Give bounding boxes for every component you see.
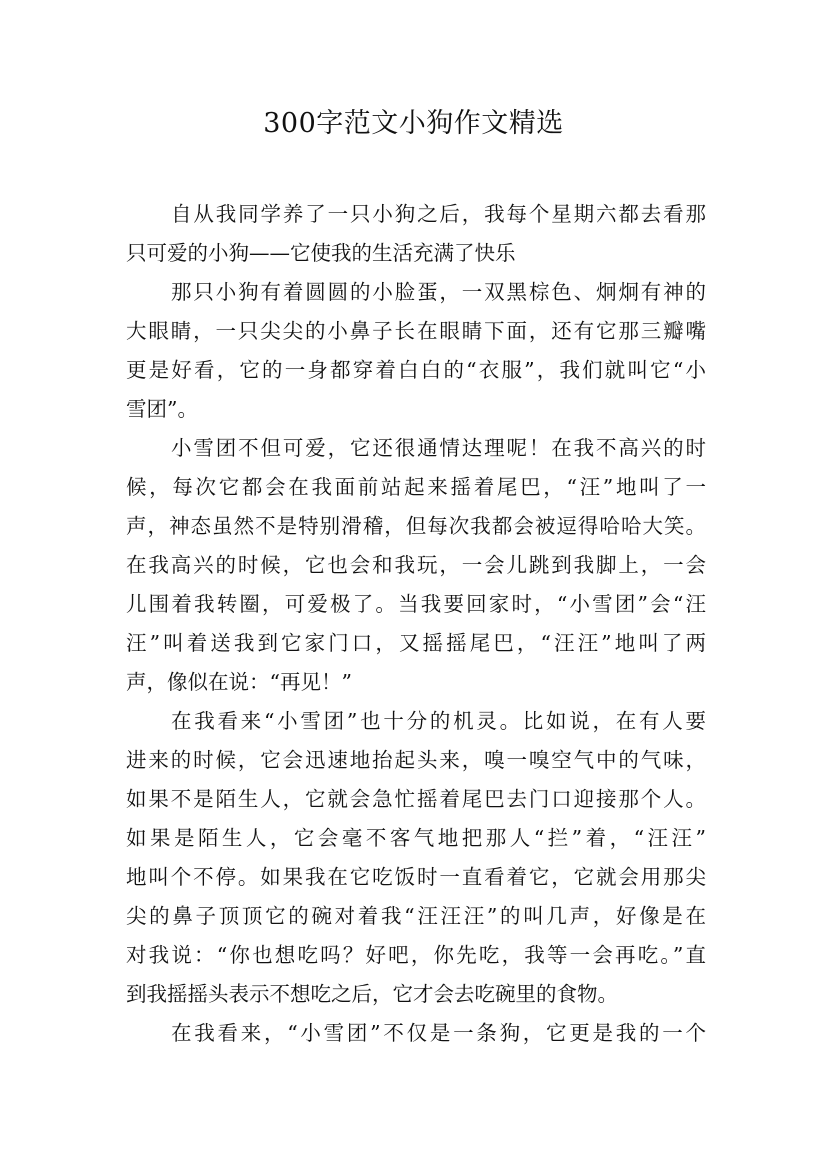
paragraph-line: 声，神态虽然不是特别滑稽，但每次我都会被逗得哈哈大笑。 — [126, 514, 706, 538]
paragraph-line: 在我看来，“小雪团”不仅是一条狗，它更是我的一个 — [171, 1021, 706, 1045]
paragraph-line: 声，像似在说：“再见！” — [126, 670, 352, 694]
paragraph-line: 自从我同学养了一只小狗之后，我每个星期六都去看那 — [171, 202, 706, 226]
paragraph-line: 尖的鼻子顶顶它的碗对着我“汪汪汪”的叫几声，好像是在 — [126, 904, 706, 928]
document-title: 300字范文小狗作文精选 — [263, 108, 564, 139]
paragraph-line: 对我说：“你也想吃吗？好吧，你先吃，我等一会再吃。”直 — [126, 943, 706, 967]
paragraph-line: 进来的时候，它会迅速地抬起头来，嗅一嗅空气中的气味， — [126, 748, 706, 772]
paragraph-line: 只可爱的小狗——它使我的生活充满了快乐 — [126, 241, 516, 265]
paragraph-line: 在我看来“小雪团”也十分的机灵。比如说，在有人要 — [171, 709, 706, 733]
paragraph-line: 更是好看，它的一身都穿着白白的“衣服”，我们就叫它“小 — [126, 358, 706, 382]
paragraph-line: 到我摇摇头表示不想吃之后，它才会去吃碗里的食物。 — [126, 982, 618, 1006]
paragraph-line: 儿围着我转圈，可爱极了。当我要回家时，“小雪团”会“汪 — [126, 592, 706, 616]
paragraph-line: 如果不是陌生人，它就会急忙摇着尾巴去门口迎接那个人。 — [126, 787, 706, 811]
paragraph-line: 汪”叫着送我到它家门口，又摇摇尾巴，“汪汪”地叫了两 — [126, 631, 706, 655]
paragraph-line: 地叫个不停。如果我在它吃饭时一直看着它，它就会用那尖 — [126, 865, 706, 889]
paragraph-line: 小雪团不但可爱，它还很通情达理呢！在我不高兴的时 — [171, 436, 706, 460]
paragraph-line: 如果是陌生人，它会毫不客气地把那人“拦”着，“汪汪” — [126, 826, 706, 850]
paragraph-line: 雪团”。 — [126, 397, 198, 421]
paragraph-line: 那只小狗有着圆圆的小脸蛋，一双黑棕色、炯炯有神的 — [171, 280, 706, 304]
paragraph-line: 在我高兴的时候，它也会和我玩，一会儿跳到我脚上，一会 — [126, 553, 706, 577]
paragraph-line: 大眼睛，一只尖尖的小鼻子长在眼睛下面，还有它那三瓣嘴 — [126, 319, 706, 343]
paragraph-line: 候，每次它都会在我面前站起来摇着尾巴，“汪”地叫了一 — [126, 475, 706, 499]
